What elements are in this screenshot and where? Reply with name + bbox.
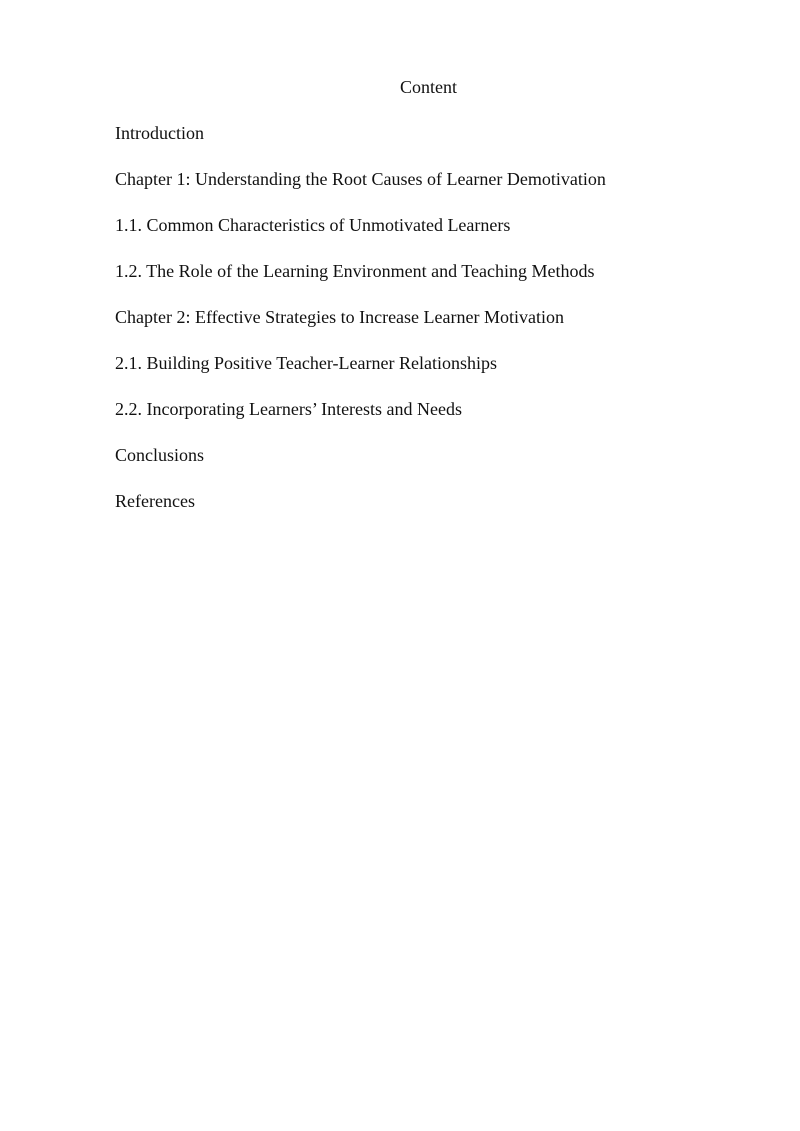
toc-item-section-1-1: 1.1. Common Characteristics of Unmotivated Learners xyxy=(115,215,511,235)
toc-item-references: References xyxy=(115,491,195,511)
toc-item-section-1-2: 1.2. The Role of the Learning Environment and Teaching Methods xyxy=(115,261,595,281)
toc-item-section-2-2: 2.2. Incorporating Learners’ Interests and Needs xyxy=(115,399,463,419)
toc-item-introduction: Introduction xyxy=(115,123,204,143)
page-title: Content xyxy=(400,77,457,97)
table-of-contents xyxy=(115,122,755,536)
toc-item-chapter-2: Chapter 2: Effective Strategies to Increase Learner Motivation xyxy=(115,307,564,327)
toc-item-conclusions: Conclusions xyxy=(115,445,205,465)
toc-item-chapter-1: Chapter 1: Understanding the Root Causes of Learner Demotivation xyxy=(115,169,606,189)
toc-item-section-2-1: 2.1. Building Positive Teacher-Learner Relationships xyxy=(115,353,497,373)
